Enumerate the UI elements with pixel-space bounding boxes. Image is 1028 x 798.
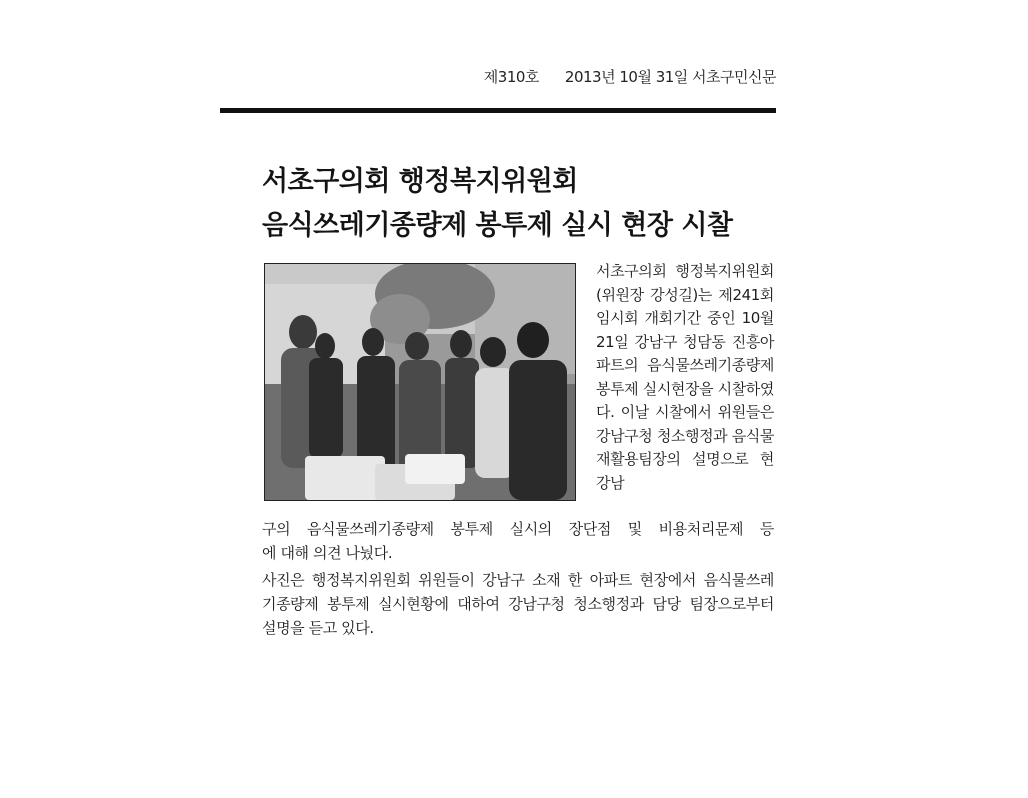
body-line: 에 대해 의견 나눴다.	[262, 543, 393, 562]
publication-date: 2013년 10월 31일 서초구민신문	[564, 68, 776, 86]
photo-caption	[262, 568, 774, 640]
article-body-full-width	[262, 518, 774, 565]
header-rule	[220, 108, 776, 113]
caption-line: 설명을 듣고 있다.	[262, 619, 374, 637]
issue-number: 제310호	[483, 68, 539, 86]
caption-line: 기종량제 봉투제 실시현황에 대하여 강남구청 청소행정과 담당 팀장으로부터	[262, 595, 774, 613]
body-line: 구의 음식물쓰레기종량제 봉투제 실시의 장단점 및 비용처리문제 등	[262, 520, 774, 538]
caption-line: 사진은 행정복지위원회 위원들이 강남구 소재 한 아파트 현장에서 음식물쓰레	[262, 571, 774, 589]
headline-line-2: 음식쓰레기종량제 봉투제 실시 현장 시찰	[262, 210, 733, 241]
article-body-column: 서초구의회 행정복지위원회(위원장 강성길)는 제241회 임시회 개회기간 중인 10월 21일 강남구 청담동 진흥아파트의 음식물쓰레기종량제 봉투제 실시현장을 시찰하였다. 이날 시찰에서 위원들은 강남구청 청소행정과 음식물재활용팀장의 설명으로 현 강남	[596, 262, 774, 492]
article-photo	[264, 263, 576, 501]
headline-line-1: 서초구의회 행정복지위원회	[262, 166, 578, 197]
masthead	[220, 66, 776, 96]
